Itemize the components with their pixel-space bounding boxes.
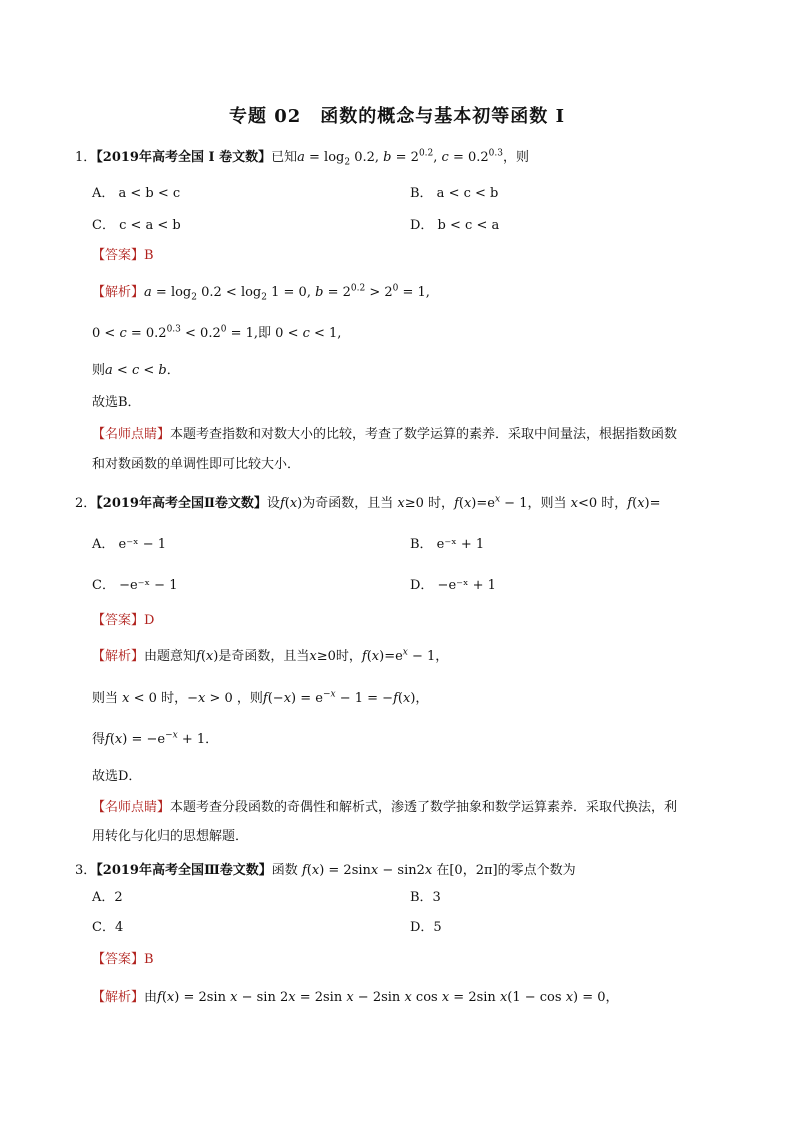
formula: a < c < b: [105, 363, 167, 378]
option-a: A． a < b < c: [92, 186, 181, 201]
answer-label: 【答案】: [92, 613, 145, 628]
option-c: C． c < a < b: [92, 218, 181, 233]
stem-text: 为奇函数，且当: [302, 496, 394, 511]
stem-text: ，则: [502, 150, 529, 165]
text: ．: [205, 732, 219, 747]
analysis-line-1: [92, 988, 619, 1008]
text: 则当: [92, 691, 119, 706]
question-source: 【2019年高考全国Ⅲ卷文数】: [96, 863, 272, 878]
page-title: 专题 02 函数的概念与基本初等函数 I: [228, 106, 565, 127]
option-b: B．3: [410, 890, 441, 905]
text: 得: [92, 732, 106, 747]
answer: [92, 950, 154, 970]
formula: f(x) = 2sin x − sin 2x = 2sin x − 2sin x cos x = 2sin x(1 − cos x) = 0: [157, 990, 606, 1005]
option-a: A．2: [92, 890, 123, 905]
analysis-line-1: [92, 647, 448, 667]
analysis-label: 【解析】: [92, 285, 145, 300]
answer-value: B: [144, 248, 154, 263]
formula: x≥0: [397, 496, 429, 511]
comment-text: 本题考查分段函数的奇偶性和解析式，渗透了数学抽象和数学运算素养．采取代换法，利: [170, 800, 678, 815]
conclusion: 故选B．: [92, 395, 141, 410]
text: ，: [415, 691, 429, 706]
formula: $a = \log_2 0.2 < \log_2 1 = 0$, $b = 2^{0.2} > 2^0 = 1$,: [144, 283, 430, 303]
question-3-stem: [75, 861, 576, 881]
text: ．: [166, 363, 180, 378]
analysis-line-1: [92, 283, 430, 303]
option-b: B． e⁻ˣ + 1: [410, 537, 485, 552]
comment-line-2: 和对数函数的单调性即可比较大小．: [92, 457, 301, 472]
formula: f(x) = 2sinx − sin2x: [301, 863, 433, 878]
analysis-label: 【解析】: [92, 990, 145, 1005]
option-d: D． −e⁻ˣ + 1: [410, 578, 496, 593]
answer-label: 【答案】: [92, 248, 145, 263]
answer-value: B: [144, 952, 154, 967]
stem-text: 函数: [271, 863, 298, 878]
formula: f(x): [196, 649, 219, 664]
question-2-stem: [75, 494, 661, 514]
option-a: A． e⁻ˣ − 1: [92, 537, 167, 552]
formula: $0 < c = 0.2^{0.3} < 0.2^0 = 1$,即 0 < c < 1,: [92, 324, 342, 341]
answer: [92, 246, 154, 266]
text: ，: [605, 990, 619, 1005]
stem-text: ，则当: [527, 496, 567, 511]
text: 则: [92, 363, 106, 378]
stem-text: 已知: [271, 150, 298, 165]
analysis-line-3: [92, 361, 180, 381]
comment-label: 【名师点睛】: [92, 800, 171, 815]
analysis-line-2: [92, 689, 428, 709]
option-b: B． a < c < b: [410, 186, 499, 201]
text: 时，: [335, 649, 362, 664]
comment-line-2: 用转化与化归的思想解题．: [92, 829, 249, 844]
comment-line-1: [92, 798, 677, 818]
question-number: 2．: [75, 496, 97, 511]
text: 由题意知: [144, 649, 197, 664]
formula: −x > 0: [187, 691, 237, 706]
option-c: C．4: [92, 920, 124, 935]
analysis-label: 【解析】: [92, 649, 145, 664]
comment-line-1: [92, 425, 677, 445]
question-number: 3．: [75, 863, 97, 878]
answer-value: D: [144, 613, 155, 628]
option-d: D．5: [410, 920, 442, 935]
text: 时，: [161, 691, 188, 706]
comment-text: 本题考查指数和对数大小的比较，考查了数学运算的素养．采取中间量法，根据指数函数: [170, 427, 678, 442]
text: ，则: [236, 691, 263, 706]
formula: $f(x)=e^x - 1$，: [361, 647, 449, 664]
text: 是奇函数，且当: [218, 649, 310, 664]
formula: x≥0: [309, 649, 336, 664]
option-c: C． −e⁻ˣ − 1: [92, 578, 178, 593]
question-number: 1．: [75, 150, 97, 165]
analysis-line-3: [92, 730, 218, 750]
stem-text: 设: [266, 496, 280, 511]
question-source: 【2019年高考全国Ⅱ卷文数】: [96, 496, 267, 511]
formula: $f(x)=e^x - 1$: [454, 494, 528, 511]
answer-label: 【答案】: [92, 952, 145, 967]
stem-text: 时，: [601, 496, 628, 511]
formula: (x): [284, 496, 303, 511]
formula: x<0: [570, 496, 602, 511]
formula: f(x)=: [627, 496, 661, 511]
conclusion: 故选D．: [92, 769, 142, 784]
question-1-stem: [75, 148, 529, 168]
comment-label: 【名师点睛】: [92, 427, 171, 442]
answer: [92, 611, 154, 631]
formula: $a = \log_2 0.2$, $b = 2^{0.2}$, $c = 0.2^{0.3}$: [297, 148, 503, 168]
formula: $f(x) = -e^{-x} + 1$: [105, 730, 206, 747]
analysis-line-2: [92, 324, 341, 344]
option-d: D． b < c < a: [410, 218, 500, 233]
formula: f: [279, 496, 285, 511]
stem-text: 时，: [428, 496, 455, 511]
formula: $f(-x) = e^{-x} - 1 = -f(x)$: [262, 689, 416, 706]
stem-text: 在[0，2π]的零点个数为: [436, 863, 576, 878]
formula: x < 0: [122, 691, 162, 706]
question-source: 【2019年高考全国 I 卷文数】: [96, 150, 272, 165]
text: 由: [144, 990, 158, 1005]
